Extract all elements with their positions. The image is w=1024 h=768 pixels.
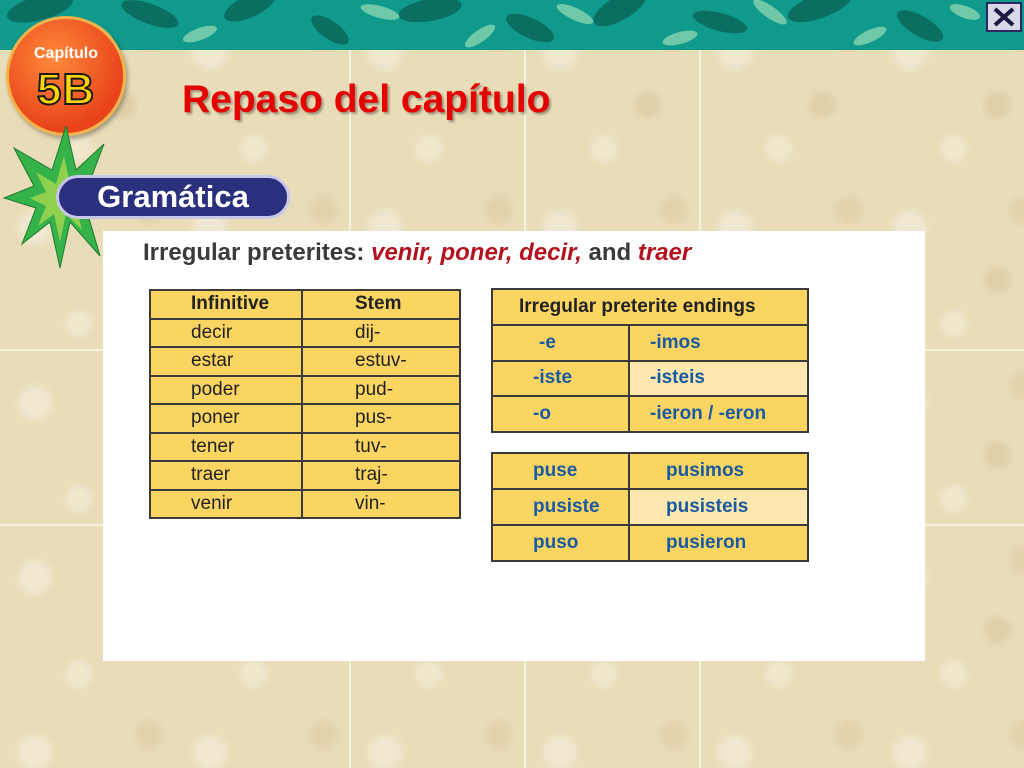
plural-ending-cell: -isteis	[629, 361, 808, 397]
column-header: Infinitive	[150, 290, 302, 319]
grammar-content	[103, 231, 925, 661]
stem-cell: pud-	[302, 376, 460, 405]
chapter-number: 5B	[36, 65, 96, 114]
chapter-badge	[6, 16, 126, 136]
infinitive-cell: tener	[150, 433, 302, 462]
table-row	[492, 525, 808, 561]
infinitive-cell: poder	[150, 376, 302, 405]
singular-form-cell: puse	[492, 453, 629, 489]
table-row	[150, 461, 460, 490]
table-header-row	[150, 290, 460, 319]
singular-ending-cell: -iste	[492, 361, 629, 397]
infinitive-cell: traer	[150, 461, 302, 490]
plural-form-cell: pusisteis	[629, 489, 808, 525]
leaf-pattern	[0, 0, 1024, 50]
heading-and: and	[588, 239, 632, 266]
table-row	[150, 319, 460, 348]
table-row	[492, 453, 808, 489]
stem-table	[149, 289, 461, 519]
plural-form-cell: pusimos	[629, 453, 808, 489]
infinitive-cell: decir	[150, 319, 302, 348]
heading-last-verb: traer	[637, 239, 692, 266]
chapter-label: Capítulo	[34, 45, 98, 62]
table-row	[150, 347, 460, 376]
heading-verbs: venir, poner, decir,	[371, 239, 582, 266]
stem-cell: tuv-	[302, 433, 460, 462]
plural-form-cell: pusieron	[629, 525, 808, 561]
infinitive-cell: poner	[150, 404, 302, 433]
singular-ending-cell: -e	[492, 325, 629, 361]
endings-table	[491, 288, 809, 433]
table-header-row	[492, 289, 808, 325]
stem-cell: vin-	[302, 490, 460, 519]
infinitive-cell: venir	[150, 490, 302, 519]
stem-cell: pus-	[302, 404, 460, 433]
column-header: Stem	[302, 290, 460, 319]
poner-forms-table	[491, 452, 809, 562]
table-row	[150, 376, 460, 405]
singular-form-cell: puso	[492, 525, 629, 561]
table-row	[150, 404, 460, 433]
stem-cell: estuv-	[302, 347, 460, 376]
slide-title: Repaso del capítulo	[182, 78, 551, 121]
plural-ending-cell: -ieron / -eron	[629, 396, 808, 432]
singular-form-cell: pusiste	[492, 489, 629, 525]
plural-ending-cell: -imos	[629, 325, 808, 361]
table-row	[492, 396, 808, 432]
top-banner	[0, 0, 1024, 50]
stem-cell: dij-	[302, 319, 460, 348]
stem-cell: traj-	[302, 461, 460, 490]
table-row	[492, 325, 808, 361]
section-heading: Gramática	[56, 175, 290, 219]
close-icon	[992, 6, 1016, 28]
close-button[interactable]	[986, 2, 1022, 32]
singular-ending-cell: -o	[492, 396, 629, 432]
infinitive-cell: estar	[150, 347, 302, 376]
table-row	[150, 490, 460, 519]
table-row	[492, 489, 808, 525]
endings-header: Irregular preterite endings	[492, 289, 808, 325]
heading-prefix: Irregular preterites:	[143, 239, 365, 266]
table-row	[492, 361, 808, 397]
grammar-heading	[143, 239, 691, 267]
table-row	[150, 433, 460, 462]
